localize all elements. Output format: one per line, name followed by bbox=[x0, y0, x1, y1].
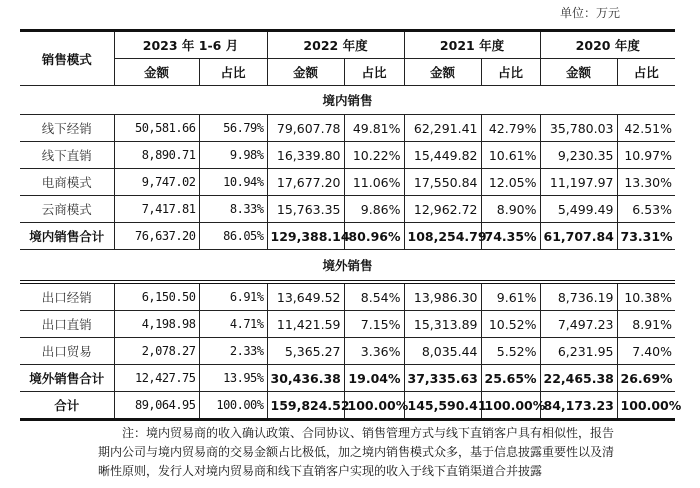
section-title: 境外销售 bbox=[20, 250, 675, 283]
amount-cell: 79,607.78 bbox=[267, 115, 344, 142]
row-label: 线下直销 bbox=[20, 142, 114, 169]
section-title: 境内销售 bbox=[20, 86, 675, 115]
ratio-cell: 25.65% bbox=[481, 365, 540, 392]
section-row bbox=[20, 86, 675, 115]
amount-cell: 129,388.14 bbox=[267, 223, 344, 250]
ratio-cell: 73.31% bbox=[617, 223, 675, 250]
header-period: 2022 年度 bbox=[267, 31, 404, 59]
amount-cell: 8,736.19 bbox=[540, 282, 617, 311]
ratio-cell: 10.52% bbox=[481, 311, 540, 338]
amount-cell: 61,707.84 bbox=[540, 223, 617, 250]
amount-cell: 8,890.71 bbox=[114, 142, 199, 169]
amount-cell: 12,962.72 bbox=[404, 196, 481, 223]
amount-cell: 76,637.20 bbox=[114, 223, 199, 250]
ratio-cell: 100.00% bbox=[199, 392, 267, 420]
ratio-cell: 9.98% bbox=[199, 142, 267, 169]
ratio-cell: 8.33% bbox=[199, 196, 267, 223]
header-period: 2020 年度 bbox=[540, 31, 675, 59]
ratio-cell: 11.06% bbox=[344, 169, 404, 196]
row-label: 合计 bbox=[20, 392, 114, 420]
ratio-cell: 13.30% bbox=[617, 169, 675, 196]
row-label: 云商模式 bbox=[20, 196, 114, 223]
section-row bbox=[20, 250, 675, 283]
amount-cell: 35,780.03 bbox=[540, 115, 617, 142]
amount-cell: 159,824.52 bbox=[267, 392, 344, 420]
ratio-cell: 6.53% bbox=[617, 196, 675, 223]
ratio-cell: 10.97% bbox=[617, 142, 675, 169]
row-label: 出口经销 bbox=[20, 282, 114, 311]
amount-cell: 22,465.38 bbox=[540, 365, 617, 392]
header-sales-mode: 销售模式 bbox=[20, 31, 114, 86]
amount-cell: 15,313.89 bbox=[404, 311, 481, 338]
amount-cell: 6,150.50 bbox=[114, 282, 199, 311]
table-row bbox=[20, 282, 675, 311]
amount-cell: 108,254.79 bbox=[404, 223, 481, 250]
amount-cell: 12,427.75 bbox=[114, 365, 199, 392]
header-row-metrics bbox=[20, 59, 675, 86]
row-label: 出口贸易 bbox=[20, 338, 114, 365]
ratio-cell: 5.52% bbox=[481, 338, 540, 365]
grand-total-row bbox=[20, 392, 675, 420]
ratio-cell: 100.00% bbox=[617, 392, 675, 420]
header-row-periods bbox=[20, 31, 675, 59]
amount-cell: 4,198.98 bbox=[114, 311, 199, 338]
overseas-total-row bbox=[20, 365, 675, 392]
amount-cell: 15,449.82 bbox=[404, 142, 481, 169]
amount-cell: 2,078.27 bbox=[114, 338, 199, 365]
amount-cell: 145,590.41 bbox=[404, 392, 481, 420]
ratio-cell: 10.94% bbox=[199, 169, 267, 196]
header-ratio: 占比 bbox=[617, 59, 675, 86]
amount-cell: 17,550.84 bbox=[404, 169, 481, 196]
amount-cell: 50,581.66 bbox=[114, 115, 199, 142]
amount-cell: 11,197.97 bbox=[540, 169, 617, 196]
amount-cell: 5,365.27 bbox=[267, 338, 344, 365]
header-period: 2021 年度 bbox=[404, 31, 540, 59]
row-label: 电商模式 bbox=[20, 169, 114, 196]
amount-cell: 16,339.80 bbox=[267, 142, 344, 169]
table-row bbox=[20, 142, 675, 169]
ratio-cell: 56.79% bbox=[199, 115, 267, 142]
ratio-cell: 42.51% bbox=[617, 115, 675, 142]
table-row bbox=[20, 311, 675, 338]
ratio-cell: 80.96% bbox=[344, 223, 404, 250]
table-row bbox=[20, 169, 675, 196]
ratio-cell: 7.40% bbox=[617, 338, 675, 365]
amount-cell: 7,497.23 bbox=[540, 311, 617, 338]
amount-cell: 6,231.95 bbox=[540, 338, 617, 365]
amount-cell: 62,291.41 bbox=[404, 115, 481, 142]
ratio-cell: 8.90% bbox=[481, 196, 540, 223]
header-amount: 金额 bbox=[404, 59, 481, 86]
ratio-cell: 42.79% bbox=[481, 115, 540, 142]
ratio-cell: 86.05% bbox=[199, 223, 267, 250]
table-row bbox=[20, 115, 675, 142]
ratio-cell: 19.04% bbox=[344, 365, 404, 392]
table-row bbox=[20, 338, 675, 365]
ratio-cell: 13.95% bbox=[199, 365, 267, 392]
amount-cell: 89,064.95 bbox=[114, 392, 199, 420]
ratio-cell: 49.81% bbox=[344, 115, 404, 142]
ratio-cell: 10.61% bbox=[481, 142, 540, 169]
amount-cell: 7,417.81 bbox=[114, 196, 199, 223]
amount-cell: 13,986.30 bbox=[404, 282, 481, 311]
ratio-cell: 8.91% bbox=[617, 311, 675, 338]
unit-label: 单位：万元 bbox=[559, 6, 620, 20]
header-amount: 金额 bbox=[267, 59, 344, 86]
amount-cell: 8,035.44 bbox=[404, 338, 481, 365]
ratio-cell: 9.61% bbox=[481, 282, 540, 311]
ratio-cell: 74.35% bbox=[481, 223, 540, 250]
amount-cell: 37,335.63 bbox=[404, 365, 481, 392]
ratio-cell: 3.36% bbox=[344, 338, 404, 365]
header-ratio: 占比 bbox=[199, 59, 267, 86]
header-ratio: 占比 bbox=[344, 59, 404, 86]
ratio-cell: 8.54% bbox=[344, 282, 404, 311]
amount-cell: 84,173.23 bbox=[540, 392, 617, 420]
amount-cell: 9,230.35 bbox=[540, 142, 617, 169]
ratio-cell: 12.05% bbox=[481, 169, 540, 196]
amount-cell: 13,649.52 bbox=[267, 282, 344, 311]
ratio-cell: 6.91% bbox=[199, 282, 267, 311]
ratio-cell: 26.69% bbox=[617, 365, 675, 392]
amount-cell: 5,499.49 bbox=[540, 196, 617, 223]
header-amount: 金额 bbox=[540, 59, 617, 86]
amount-cell: 17,677.20 bbox=[267, 169, 344, 196]
row-label: 线下经销 bbox=[20, 115, 114, 142]
amount-cell: 30,436.38 bbox=[267, 365, 344, 392]
header-period: 2023 年 1-6 月 bbox=[114, 31, 267, 59]
table-row bbox=[20, 196, 675, 223]
ratio-cell: 100.00% bbox=[344, 392, 404, 420]
header-ratio: 占比 bbox=[481, 59, 540, 86]
domestic-total-row bbox=[20, 223, 675, 250]
ratio-cell: 7.15% bbox=[344, 311, 404, 338]
amount-cell: 15,763.35 bbox=[267, 196, 344, 223]
row-label: 出口直销 bbox=[20, 311, 114, 338]
ratio-cell: 9.86% bbox=[344, 196, 404, 223]
ratio-cell: 4.71% bbox=[199, 311, 267, 338]
sales-mode-table bbox=[20, 29, 682, 421]
ratio-cell: 10.22% bbox=[344, 142, 404, 169]
amount-cell: 9,747.02 bbox=[114, 169, 199, 196]
header-amount: 金额 bbox=[114, 59, 199, 86]
row-label: 境内销售合计 bbox=[20, 223, 114, 250]
ratio-cell: 10.38% bbox=[617, 282, 675, 311]
footnote: 注：境内贸易商的收入确认政策、合同协议、销售管理方式与线下直销客户具有相似性，报告期内公司与境内贸易商的交易金额占比极低，加之境内销售模式众多，基于信息披露重要性以及清晰性原则，发行人对境内贸易商和线下直销客户实现的收入于线下直销渠道合并披露 bbox=[98, 426, 615, 478]
row-label: 境外销售合计 bbox=[20, 365, 114, 392]
ratio-cell: 2.33% bbox=[199, 338, 267, 365]
amount-cell: 11,421.59 bbox=[267, 311, 344, 338]
ratio-cell: 100.00% bbox=[481, 392, 540, 420]
